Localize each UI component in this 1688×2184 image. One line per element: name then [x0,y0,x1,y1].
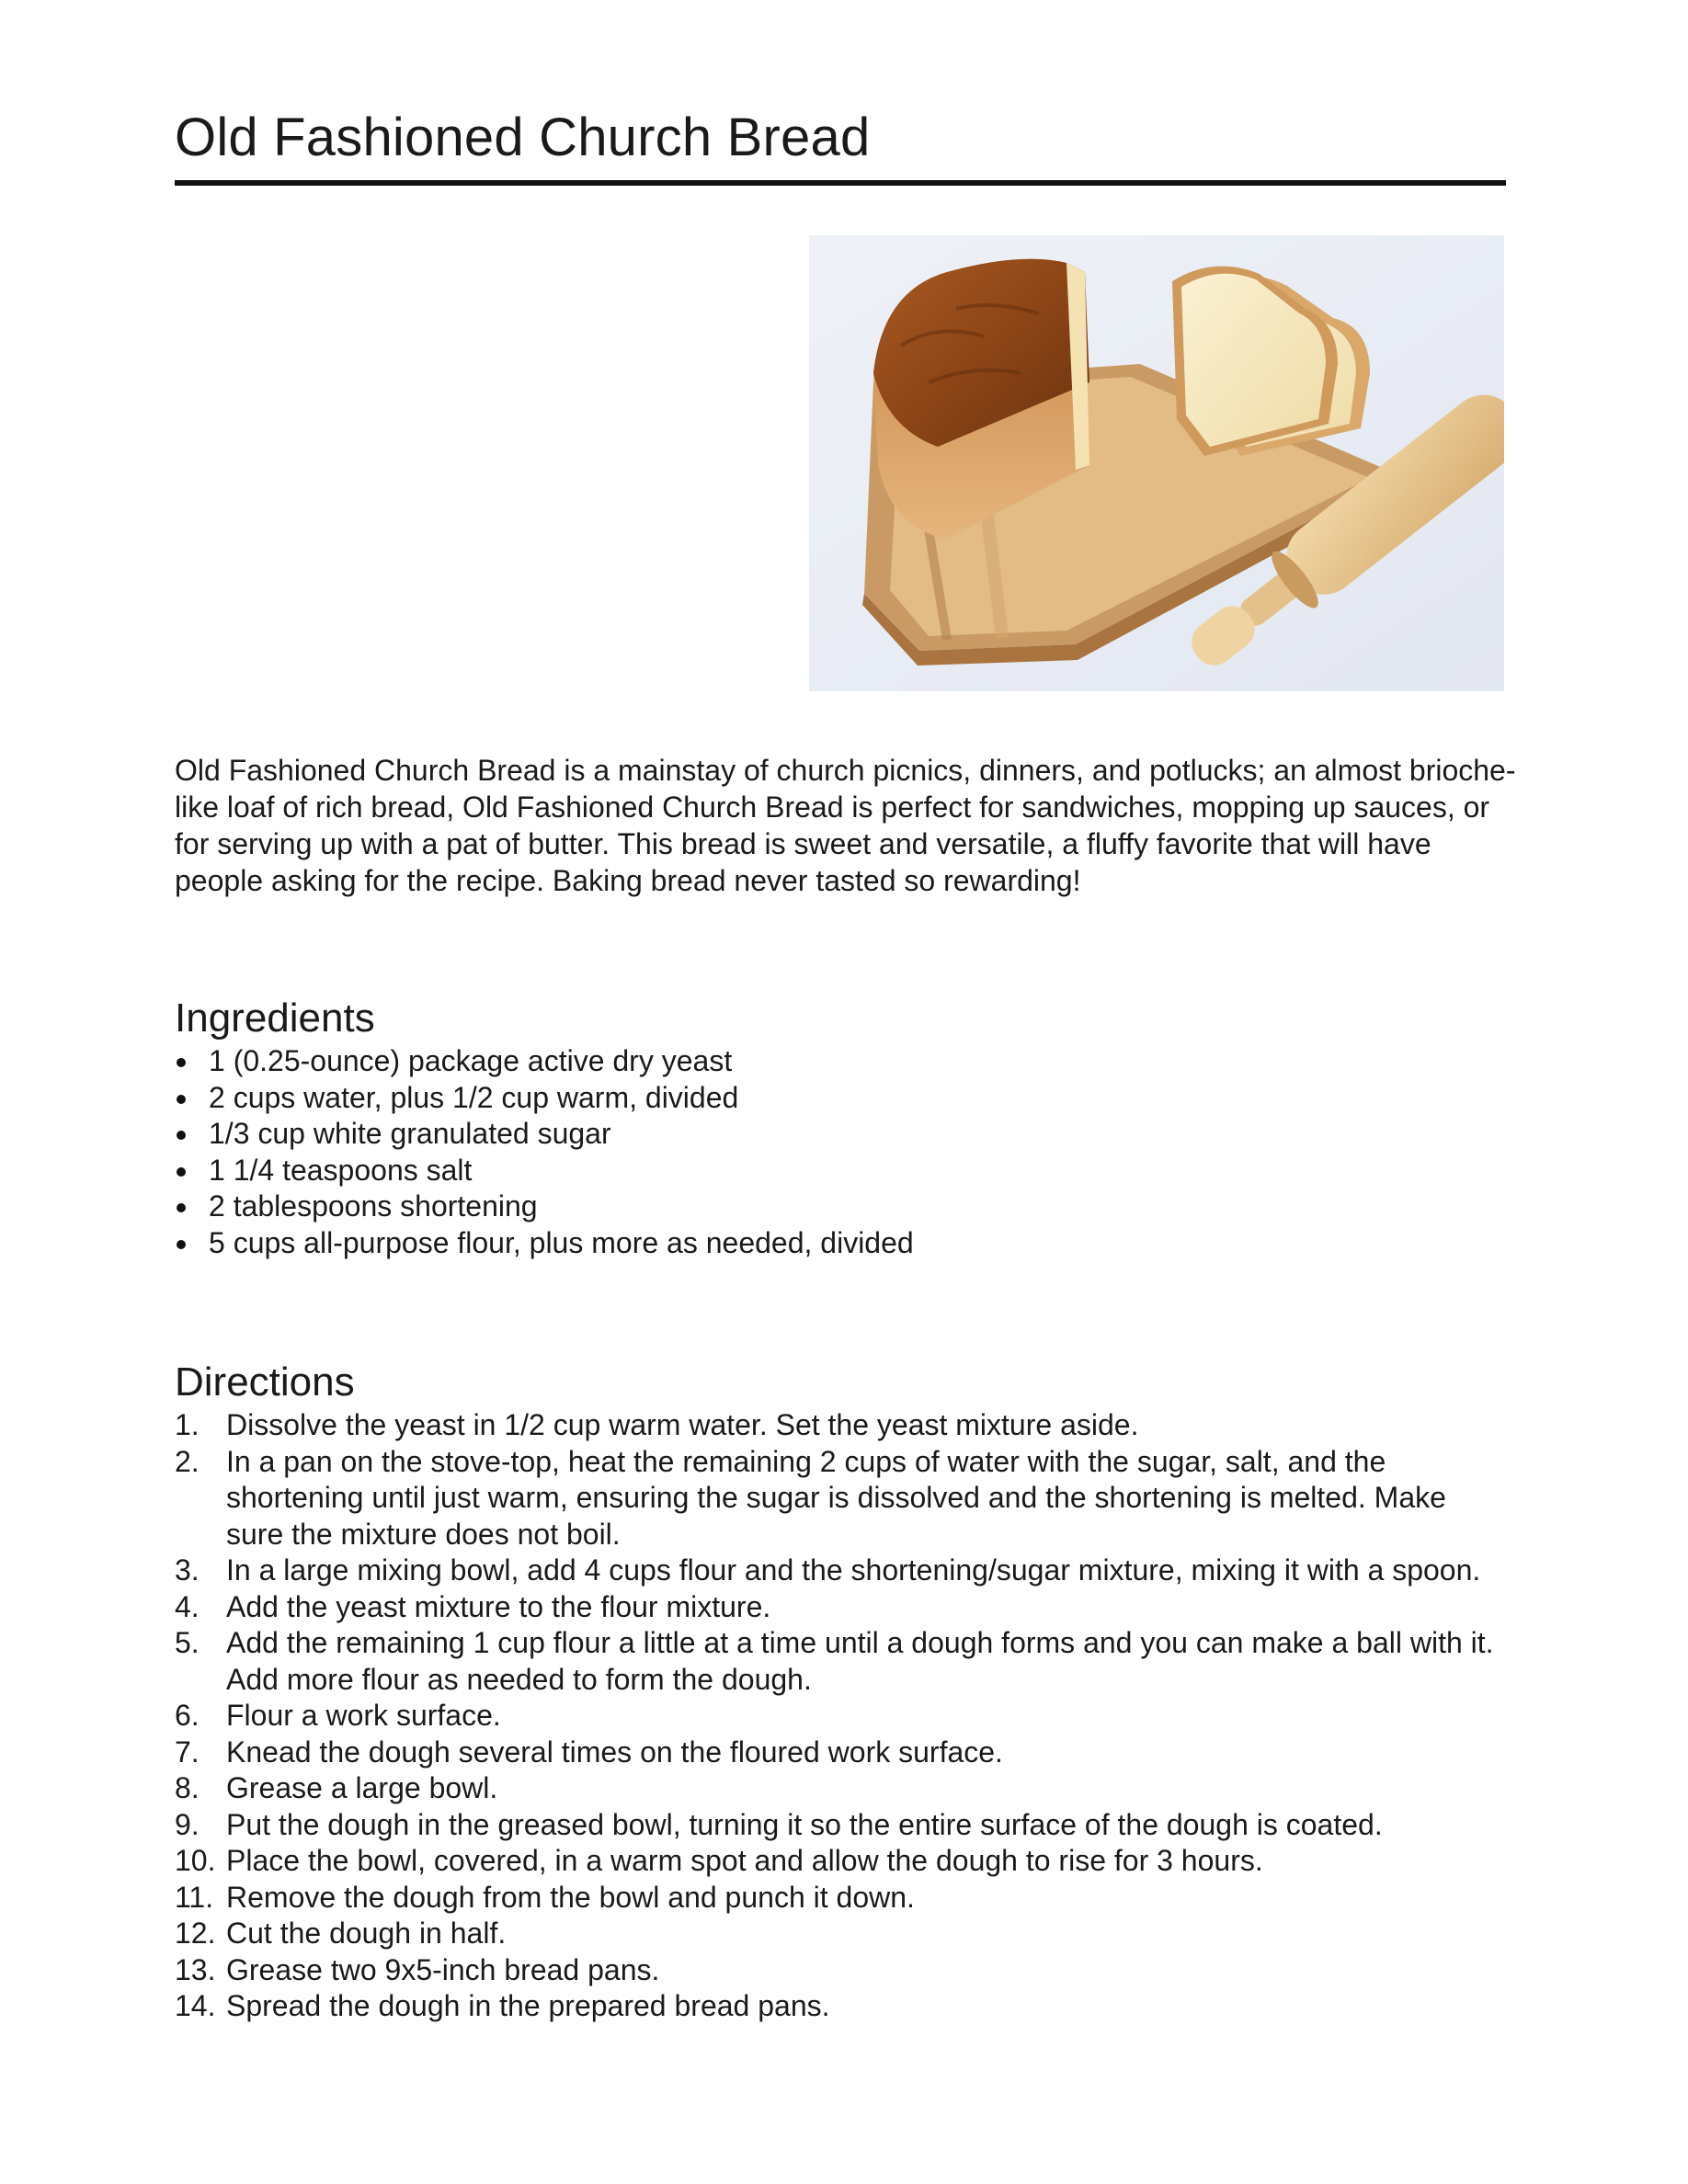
step-text: Spread the dough in the prepared bread pans. [226,1989,830,2022]
step-text: Grease a large bowl. [226,1771,498,1804]
direction-step [175,1444,1499,1553]
bullet-icon [177,1058,186,1067]
step-text: Place the bowl, covered, in a warm spot and allow the dough to rise for 3 hours. [226,1844,1263,1877]
page-title: Old Fashioned Church Bread [175,108,871,167]
step-text: In a pan on the stove-top, heat the remaining 2 cups of water with the sugar, salt, and the shortening until just warm, ensuring the sugar is dissolved and the shortening is melted. Make sure the mixture does not boil. [226,1444,1446,1551]
step-text: Put the dough in the greased bowl, turning it so the entire surface of the dough is coated. [226,1807,1383,1841]
bullet-icon [177,1167,186,1177]
direction-step [175,1916,1499,1952]
ingredient-item [175,1153,1499,1189]
directions-list [175,1407,1499,2025]
step-number: 4. [175,1589,200,1623]
direction-step [175,1553,1499,1589]
direction-step [175,1589,1499,1626]
step-number: 8. [175,1771,200,1804]
bullet-icon [177,1095,186,1104]
bullet-icon [177,1131,186,1140]
title-divider [175,180,1506,186]
ingredients-list [175,1043,1499,1261]
step-number: 6. [175,1699,200,1732]
ingredients-heading: Ingredients [175,995,375,1041]
step-number: 2. [175,1444,200,1478]
direction-step [175,1735,1499,1771]
bullet-icon [177,1203,186,1212]
directions-heading: Directions [175,1359,355,1405]
step-number: 5. [175,1626,200,1659]
ingredient-item [175,1043,1499,1080]
direction-step [175,1880,1499,1917]
direction-step [175,1770,1499,1807]
step-text: Add the remaining 1 cup flour a little at a time until a dough forms and you can make a ball with it. Add more flour as needed to form the dough. [226,1626,1494,1696]
step-number: 13. [175,1952,216,1986]
direction-step [175,1843,1499,1880]
bread-photo [809,235,1504,691]
ingredient-item [175,1116,1499,1153]
ingredient-text: 2 tablespoons shortening [209,1189,538,1223]
ingredient-text: 5 cups all-purpose flour, plus more as needed, divided [209,1225,914,1259]
ingredient-item [175,1080,1499,1117]
ingredient-item [175,1189,1499,1225]
step-text: Add the yeast mixture to the flour mixture. [226,1589,771,1623]
step-number: 9. [175,1807,200,1841]
ingredient-item [175,1225,1499,1262]
step-number: 12. [175,1917,216,1950]
step-text: Remove the dough from the bowl and punch it down. [226,1880,915,1914]
ingredient-text: 1 1/4 teaspoons salt [209,1153,473,1187]
step-text: Grease two 9x5-inch bread pans. [226,1952,660,1986]
direction-step [175,1407,1499,1444]
direction-step [175,1807,1499,1844]
ingredient-text: 1/3 cup white granulated sugar [209,1117,611,1150]
step-text: Cut the dough in half. [226,1917,507,1950]
direction-step [175,1952,1499,1989]
direction-step [175,1625,1499,1698]
step-number: 3. [175,1553,200,1587]
step-text: Knead the dough several times on the floured work surface. [226,1735,1003,1769]
step-text: Dissolve the yeast in 1/2 cup warm water. Set the yeast mixture aside. [226,1408,1139,1441]
ingredient-text: 2 cups water, plus 1/2 cup warm, divided [209,1080,739,1114]
step-number: 14. [175,1989,216,2022]
step-number: 7. [175,1735,200,1769]
step-text: Flour a work surface. [226,1699,501,1732]
direction-step [175,1988,1499,2025]
bullet-icon [177,1240,186,1249]
recipe-description: Old Fashioned Church Bread is a mainstay of church picnics, dinners, and potlucks; an almost brioche-like loaf of rich bread, Old Fashioned Church Bread is perfect for sandwiches, mopping up sauces, or for serving up with a pat of butter. This bread is sweet and versatile, a fluffy favorite that will have people asking for the recipe. Baking bread never tasted so rewarding! [175,754,1516,897]
direction-step [175,1698,1499,1735]
step-number: 1. [175,1408,200,1441]
step-text: In a large mixing bowl, add 4 cups flour and the shortening/sugar mixture, mixing it with a spoon. [226,1553,1481,1587]
ingredient-text: 1 (0.25-ounce) package active dry yeast [209,1044,733,1077]
step-number: 10. [175,1844,216,1877]
step-number: 11. [175,1880,214,1914]
